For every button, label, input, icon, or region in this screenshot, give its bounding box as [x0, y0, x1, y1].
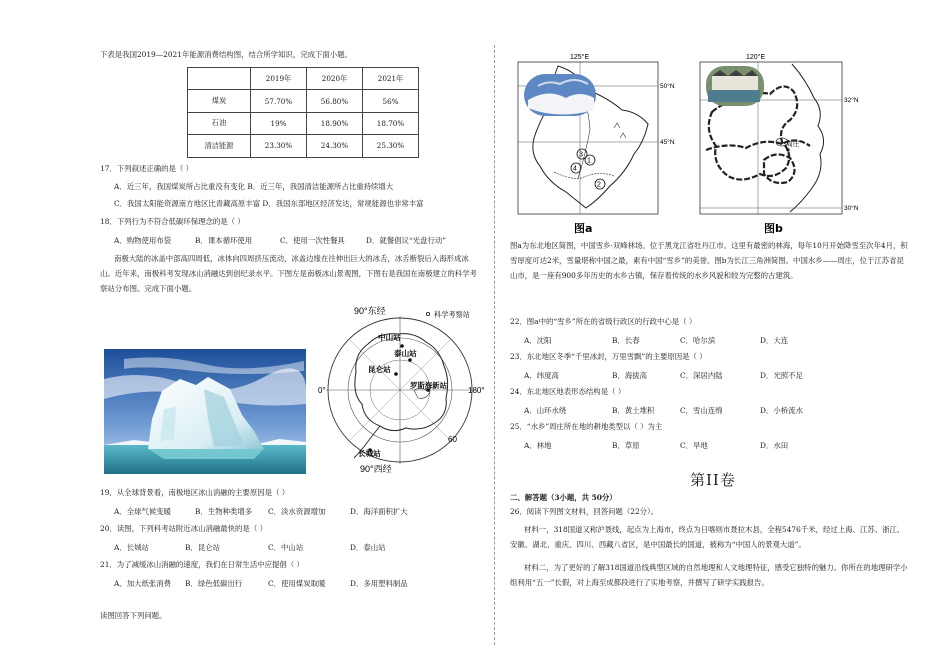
question-25-option-a[interactable]: A．林地	[524, 441, 552, 450]
table-cell: 石油	[188, 112, 251, 134]
table-header-cell: 2021年	[363, 68, 419, 90]
map-a-caption: 图a	[574, 222, 593, 235]
question-21-option-d[interactable]: D．多用塑料制品	[350, 579, 408, 588]
table-cell: 清洁能源	[188, 135, 251, 157]
section-title: 第II卷	[690, 471, 736, 489]
northeast-china-map	[518, 50, 675, 236]
map-a-longitude: 125°E	[570, 54, 590, 61]
question-25-option-b[interactable]: B．草原	[612, 441, 640, 450]
map-b-longitude: 120°E	[746, 54, 766, 61]
question-20-option-d[interactable]: D．泰山站	[350, 543, 386, 552]
label-90-east: 90°东经	[354, 306, 386, 316]
question-18-option-b[interactable]: B．课本循环使用	[195, 236, 253, 245]
map-b-lat-30: 30°N	[844, 205, 859, 212]
table-cell: 18.90%	[307, 112, 363, 134]
question-23-option-b[interactable]: B．海拔高	[612, 371, 647, 380]
label-0-degree: 0°	[318, 386, 326, 395]
station-label-ross-sea: 罗斯海新站	[410, 381, 447, 390]
question-23-option-d[interactable]: D．光照不足	[760, 371, 803, 380]
question-17-options-ab: A．近三年，我国煤炭所占比重没有变化 B．近三年，我国清洁能源所占比重持续增大	[114, 182, 394, 191]
question-25-option-d[interactable]: D．水田	[760, 441, 789, 450]
question-24-option-d[interactable]: D．小桥流水	[760, 406, 803, 415]
question-20-stem: 20．读图，下列科考站附近冰山消融最快的是（ ）	[100, 524, 267, 533]
material-2: 材料二，为了更好的了解318国道沿线典型区域的自然地理和人文地理特征，感受它独特的魅力。你所在的地理研学小组利用“五一”长假，对上海至成都段进行了实地考察，并撰写了研学实践报告。	[510, 563, 908, 588]
footer-instruction: 读图回答下列问题。	[100, 611, 167, 620]
antarctic-station-map	[318, 302, 488, 480]
table-cell: 23.30%	[251, 135, 307, 157]
label-60: 60	[448, 435, 457, 444]
question-23-option-a[interactable]: A．纬度高	[524, 371, 559, 380]
material-1: 材料一，318国道又称沪聂线，起点为上海市，终点为日喀则市聂拉木县，全程5476千米，经过上海、江苏、浙江、安徽、湖北、重庆、四川、西藏八省区，是中国最长的国道，被称为“中国人的景观大道”。	[510, 525, 905, 550]
northeast-passage: 图a为东北地区简图，中国雪乡·双峰林场。位于黑龙江省牡丹江市。这里有最密的林海，每年10月开始降雪至次年4月，积雪厚度可达2米，雪量堪称中国之最，素有中国“雪乡”的美誉。图b为长江三角洲简图。中国水乡——周庄，位于江苏省昆山市，是一座有900多年历史的水乡古镇，保存着传统的水乡风貌和较为完整的古建筑。	[510, 241, 908, 281]
map-b-caption: 图b	[764, 222, 783, 235]
question-20-option-c[interactable]: C．中山站	[268, 543, 304, 552]
question-20-option-a[interactable]: A．长城站	[114, 543, 149, 552]
right-column	[510, 0, 910, 672]
table-header-cell: 2020年	[307, 68, 363, 90]
station-label-taishan: 泰山站	[394, 349, 417, 358]
question-20-option-b[interactable]: B．昆仑站	[185, 543, 220, 552]
map-a-lat-45: 45°N	[660, 139, 675, 146]
question-21-option-a[interactable]: A．加大纸张消费	[114, 579, 172, 588]
question-24-option-a[interactable]: A．山环水绕	[524, 406, 567, 415]
question-21-option-b[interactable]: B．绿色低碳出行	[185, 579, 243, 588]
yangtze-delta-map	[698, 50, 868, 236]
question-26-stem: 26．阅读下列图文材料，回答问题（22分）。	[510, 507, 659, 516]
question-24-option-b[interactable]: B．黄土堆积	[612, 406, 655, 415]
question-18-stem: 18．下列行为不符合低碳环保理念的是（ ）	[100, 217, 245, 226]
question-23-option-c[interactable]: C．深居内陆	[680, 371, 723, 380]
question-17-options-cd: C．我国太阳能资源南方地区比青藏高原丰富 D．我国东部地区经济发达，常规能源也非常丰富	[114, 199, 424, 208]
table-row	[188, 135, 419, 157]
question-17-stem: 17．下列叙述正确的是（ ）	[100, 164, 194, 173]
question-19-stem: 19．从全球背景看，南极地区冰山消融的主要原因是（ ）	[100, 488, 290, 497]
question-25-stem: 25．“水乡”周庄所在地的耕地类型以（ ）为主	[510, 422, 663, 431]
question-24-option-c[interactable]: C．雪山连绵	[680, 406, 723, 415]
map-b-place-zhouzhuang: 周庄	[786, 140, 800, 148]
label-90-west: 90°西经	[360, 464, 392, 474]
question-22-option-d[interactable]: D．大连	[760, 336, 789, 345]
question-19-option-b[interactable]: B．生物种类增多	[195, 507, 253, 516]
question-19-option-a[interactable]: A．全球气候变暖	[114, 507, 172, 516]
table-cell: 19%	[251, 112, 307, 134]
table-row	[188, 112, 419, 134]
energy-table	[187, 67, 419, 158]
table-cell: 56.80%	[307, 90, 363, 112]
map-a-lat-50: 50°N	[660, 83, 675, 90]
part-2-title: 二、解答题（3小题，共 50分）	[510, 493, 617, 502]
table-cell: 57.70%	[251, 90, 307, 112]
map-a-marker-3: 3	[579, 151, 583, 159]
question-19-option-d[interactable]: D．海洋面积扩大	[350, 507, 408, 516]
legend-circle-icon	[426, 312, 429, 315]
question-22-option-c[interactable]: C．哈尔滨	[680, 336, 716, 345]
station-label-kunlun: 昆仑站	[368, 365, 391, 374]
map-a-marker-4: 4	[573, 165, 577, 173]
table-cell: 56%	[363, 90, 419, 112]
table-row	[188, 90, 419, 112]
table-cell: 18.70%	[363, 112, 419, 134]
table-header-row	[188, 68, 419, 90]
table-header-cell	[188, 68, 251, 90]
table-header-cell: 2019年	[251, 68, 307, 90]
legend-label: 科学考察站	[434, 310, 470, 319]
station-label-changcheng: 长城站	[358, 449, 381, 458]
map-a-marker-2: 2	[597, 181, 601, 189]
intro-text: 下表是我国2019—2021年能源消费结构图，结合所学知识，完成下面小题。	[100, 50, 352, 59]
map-b-lat-32: 32°N	[844, 97, 859, 104]
question-22-option-a[interactable]: A．沈阳	[524, 336, 552, 345]
question-22-option-b[interactable]: B．长春	[612, 336, 640, 345]
antarctic-passage: 南极大陆的冰盖中部高四周低，冰体向四周挤压流动，冰盖边缘在往伸出巨大的冰舌，冰舌断裂后入海形成冰山。近年来，南极科考发现冰山消融达到创纪录水平。下图左是南极冰山景观图，下图右是我国在南极建立的科学考察站分布图。完成下面小题。	[100, 254, 477, 294]
iceberg-photo	[104, 349, 306, 474]
station-label-zhongshan: 中山站	[378, 333, 401, 342]
question-21-stem: 21．为了减缓冰山消融的速度，我们在日常生活中应提倡（ ）	[100, 560, 304, 569]
question-24-stem: 24．东北地区地表形态结构是（ ）	[510, 387, 626, 396]
question-25-option-c[interactable]: C．旱地	[680, 441, 708, 450]
map-a-marker-1: 1	[587, 157, 591, 165]
question-18-option-d[interactable]: D．就餐倡议“光盘行动”	[366, 236, 446, 245]
table-cell: 煤炭	[188, 90, 251, 112]
question-19-option-c[interactable]: C．淡水资源增加	[268, 507, 326, 516]
question-23-stem: 23．东北地区冬季“千里冰封，万里雪飘”的主要原因是（ ）	[510, 352, 707, 361]
column-divider	[494, 45, 495, 645]
question-18-option-c[interactable]: C．使用一次性餐具	[280, 236, 345, 245]
left-column	[100, 0, 485, 672]
label-180-degree: 180°	[468, 386, 485, 395]
question-18-option-a[interactable]: A．购物使用布袋	[114, 236, 172, 245]
table-cell: 25.30%	[363, 135, 419, 157]
table-cell: 24.30%	[307, 135, 363, 157]
question-21-option-c[interactable]: C．使用煤炭取暖	[268, 579, 326, 588]
question-22-stem: 22．图a中的“雪乡”所在的省级行政区的行政中心是（ ）	[510, 317, 697, 326]
